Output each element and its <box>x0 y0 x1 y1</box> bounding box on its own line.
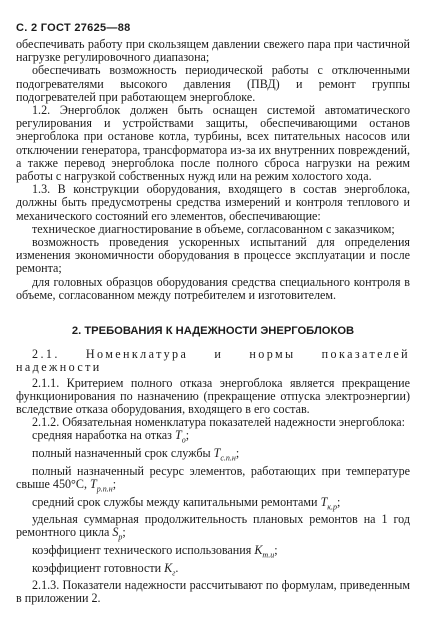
indicator-text: удельная суммарная продолжительность плановых ремонтов на 1 год ремонтного цикла <box>16 512 410 540</box>
paragraph: техническое диагностирование в объеме, согласованном с заказчиком; <box>32 221 395 236</box>
paragraph-2-1-3: 2.1.3. Показатели надежности рассчитывают по формулам, приведенным в приложении 2. <box>16 578 410 606</box>
indicator-symbol: K <box>254 542 263 557</box>
paragraph: возможность проведения ускоренных испытаний для определения изменения экономичности оборудования в процессе эксплуатации и после ремонта; <box>16 235 410 276</box>
indicator-subscript: р.п.н <box>96 484 113 494</box>
indicator-end: . <box>175 560 179 575</box>
indicator-end: ; <box>235 446 240 461</box>
indicator-item <box>16 496 410 514</box>
paragraph-1-3: 1.3. В конструкции оборудования, входящего в состав энергоблока, должны быть предусмотрены средства измерений и контроля теплового и механического состояний его элементов, обеспечивающие: <box>16 182 410 223</box>
page-body <box>16 38 410 606</box>
indicator-subscript: о <box>181 435 186 445</box>
indicator-subscript: г <box>172 567 176 577</box>
indicator-subscript: к.р <box>327 501 338 511</box>
paragraph: для головных образцов оборудования средства специального контроля в объеме, согласованном между потребителем и изготовителем. <box>16 274 410 302</box>
indicator-subscript: с.п.н <box>220 453 236 463</box>
indicator-item <box>16 429 410 447</box>
indicator-subscript: т.и <box>262 550 275 560</box>
indicator-end: ; <box>112 476 117 491</box>
indicator-symbol: T <box>174 428 182 443</box>
indicator-text: средняя наработка на отказ <box>32 428 175 443</box>
indicator-end: ; <box>185 428 190 443</box>
indicator-end: ; <box>122 525 126 540</box>
indicator-item <box>16 544 410 562</box>
paragraph: обеспечивать возможность периодической работы с отключенными подогревателями высокого давления (ПВД) и ремонт группы подогревателей при работающем энергоблоке. <box>16 63 410 104</box>
indicator-item <box>16 447 410 465</box>
page-header: С. 2 ГОСТ 27625—88 <box>16 22 131 34</box>
indicator-symbol: T <box>90 476 97 491</box>
indicator-symbol: T <box>213 446 221 461</box>
paragraph-2-1-1: 2.1.1. Критерием полного отказа энергоблока является прекращение функционирования по назначению (прекращение отпуска электроэнергии) вследствие отказа оборудования, входящего в его состав. <box>16 375 410 417</box>
indicator-end: ; <box>274 542 278 557</box>
indicator-text: полный назначенный ресурс элементов, работающих при температуре свыше 450°С, <box>16 463 410 491</box>
paragraph-2-1-2: 2.1.2. Обязательная номенклатура показателей надежности энергоблока: <box>32 415 405 430</box>
indicator-text: полный назначенный срок службы <box>32 446 214 461</box>
indicator-text: коэффициент готовности <box>32 560 165 575</box>
section-title: 2. ТРЕБОВАНИЯ К НАДЕЖНОСТИ ЭНЕРГОБЛОКОВ <box>71 325 355 338</box>
indicator-subscript: р <box>118 532 123 542</box>
indicator-item <box>16 513 410 544</box>
indicator-symbol: T <box>320 494 328 509</box>
subsection-title: 2.1. Номенклатура и нормы показателей надежности <box>16 347 410 375</box>
paragraph: обеспечивать работу при скользящем давлении свежего пара при частичной нагрузке регулировочного диапазона; <box>16 37 410 65</box>
indicator-text: средний срок службы между капитальными ремонтами <box>32 494 321 509</box>
indicator-text: коэффициент технического использования <box>32 542 255 557</box>
indicator-symbol: K <box>164 560 173 575</box>
indicator-symbol: S <box>112 525 119 540</box>
indicator-item <box>16 562 410 580</box>
indicator-end: ; <box>337 494 341 509</box>
indicator-list <box>16 429 410 579</box>
paragraph-1-2: 1.2. Энергоблок должен быть оснащен системой автоматического регулирования и устройствами защиты, обеспечивающими останов энергоблока при останове котла, турбины, всех питательных насосов или отключении генератора, трансформатора из-за их внутренних повреждений, а также перевод энергоблока после полного сброса нагрузки на режим работы с нагрузкой собственных нужд или на режим холостого хода. <box>16 103 410 184</box>
indicator-item <box>16 465 410 496</box>
